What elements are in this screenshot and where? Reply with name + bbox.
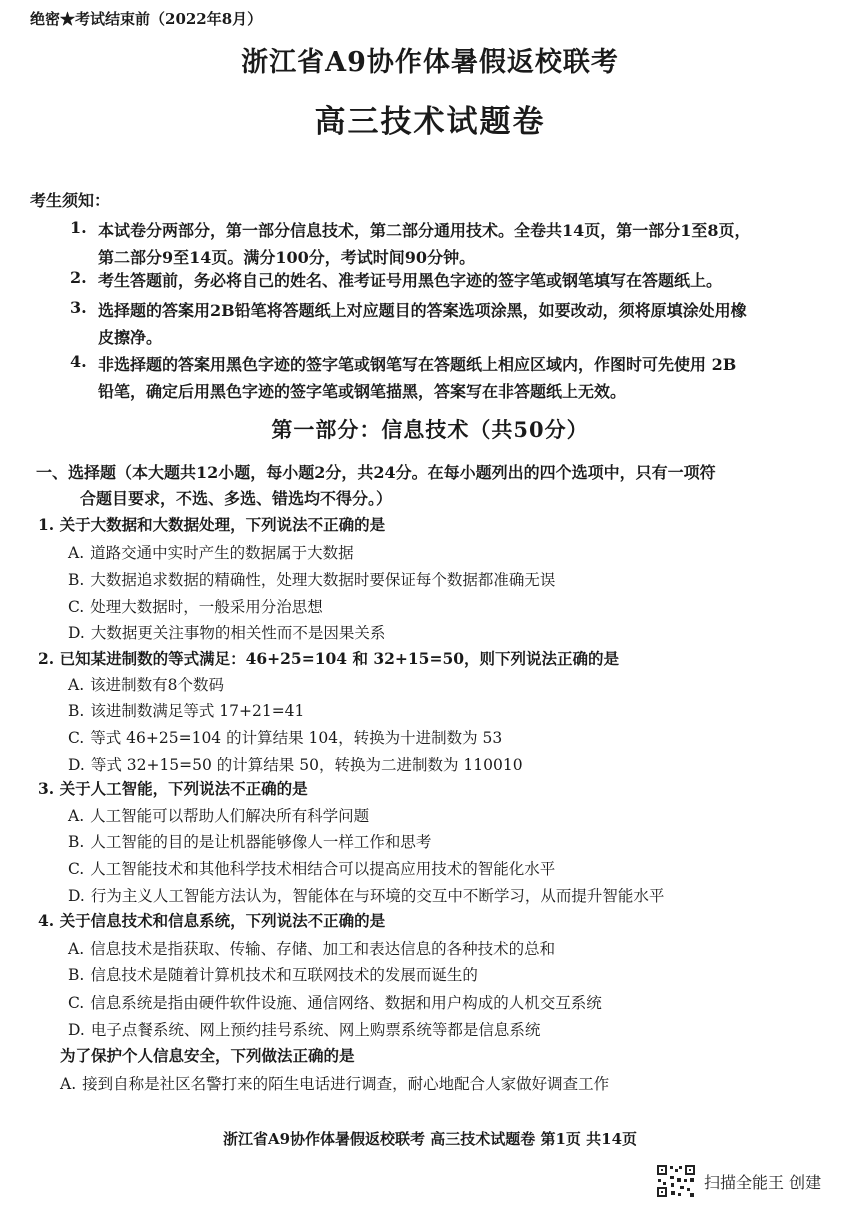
option-text: 信息系统是指由硬件软件设施、通信网络、数据和用户构成的人机交互系统: [90, 994, 602, 1012]
answer-option: [68, 884, 664, 906]
scanner-watermark: [656, 1164, 821, 1198]
option-letter: C.: [68, 598, 85, 616]
page-footer: 浙江省A9协作体暑假返校联考 高三技术试题卷 第1页 共14页: [222, 1130, 638, 1148]
answer-option: [68, 673, 224, 695]
answer-option: [68, 699, 304, 721]
option-letter: B.: [68, 966, 85, 984]
question-stem: 1. 关于大数据和大数据处理，下列说法不正确的是: [38, 515, 386, 534]
scanner-app-text: 扫描全能王 创建: [704, 1172, 822, 1192]
option-text: 人工智能可以帮助人们解决所有科学问题: [90, 807, 370, 825]
confidential-label: 绝密★考试结束前（2022年8月）: [30, 10, 263, 28]
notice-text: 皮擦净。: [98, 328, 163, 347]
answer-option: [68, 753, 523, 775]
question-stem: 为了保护个人信息安全，下列做法正确的是: [60, 1046, 355, 1065]
section-line: 一、选择题（本大题共12小题，每小题2分，共24分。在每小题列出的四个选项中，只有一项符: [36, 463, 716, 482]
answer-option: [68, 1018, 540, 1040]
option-text: 人工智能技术和其他科学技术相结合可以提高应用技术的智能化水平: [90, 860, 556, 878]
answer-option: [68, 804, 369, 826]
option-text: 该进制数满足等式 17+21=41: [90, 702, 305, 720]
option-letter: D.: [68, 1021, 85, 1039]
answer-option: [68, 937, 555, 959]
option-letter: A.: [68, 676, 85, 694]
notice-text: 非选择题的答案用黑色字迹的签字笔或钢笔写在答题纸上相应区域内，作图时可先使用 2B: [98, 355, 737, 374]
answer-option: [68, 541, 354, 563]
answer-option: [68, 621, 385, 643]
notice-number: 4.: [70, 352, 87, 371]
answer-option: [60, 1072, 609, 1094]
option-text: 该进制数有8个数码: [90, 676, 224, 694]
notice-text: 第二部分9至14页。满分100分，考试时间90分钟。: [98, 248, 476, 267]
answer-option: [68, 568, 555, 590]
option-letter: C.: [68, 860, 85, 878]
qr-code-icon: [656, 1164, 696, 1198]
option-text: 大数据追求数据的精确性，处理大数据时要保证每个数据都准确无误: [90, 571, 556, 589]
notice-number: 2.: [70, 268, 87, 287]
notice-text: 考生答题前，务必将自己的姓名、准考证号用黑色字迹的签字笔或钢笔填写在答题纸上。: [98, 271, 723, 290]
option-letter: A.: [68, 544, 85, 562]
option-text: 电子点餐系统、网上预约挂号系统、网上购票系统等都是信息系统: [90, 1021, 541, 1039]
option-text: 大数据更关注事物的相关性而不是因果关系: [90, 624, 386, 642]
question-stem: 3. 关于人工智能，下列说法不正确的是: [38, 779, 308, 798]
question-stem: 2. 已知某进制数的等式满足：46+25=104 和 32+15=50，则下列说法正确的是: [38, 649, 620, 668]
option-letter: D.: [68, 624, 85, 642]
answer-option: [68, 830, 431, 852]
option-text: 处理大数据时，一般采用分治思想: [90, 598, 323, 616]
answer-option: [68, 857, 555, 879]
answer-option: [68, 991, 602, 1013]
exam-title: 浙江省A9协作体暑假返校联考: [241, 47, 619, 78]
answer-option: [68, 726, 502, 748]
notice-text: 本试卷分两部分，第一部分信息技术，第二部分通用技术。全卷共14页，第一部分1至8页，: [98, 221, 751, 240]
option-letter: A.: [68, 807, 85, 825]
option-letter: D.: [68, 887, 85, 905]
notice-text: 铅笔，确定后用黑色字迹的签字笔或钢笔描黑，答案写在非答题纸上无效。: [98, 382, 627, 401]
option-letter: D.: [68, 756, 85, 774]
option-text: 信息技术是指获取、传输、存储、加工和表达信息的各种技术的总和: [90, 940, 556, 958]
option-letter: B.: [68, 571, 85, 589]
option-letter: C.: [68, 729, 85, 747]
answer-option: [68, 595, 323, 617]
option-text: 行为主义人工智能方法认为，智能体在与环境的交互中不断学习，从而提升智能水平: [90, 887, 665, 905]
option-text: 信息技术是随着计算机技术和互联网技术的发展而诞生的: [90, 966, 478, 984]
option-letter: C.: [68, 994, 85, 1012]
part-one-title: 第一部分：信息技术（共50分）: [271, 417, 589, 442]
notice-number: 1.: [70, 218, 87, 237]
option-text: 接到自称是社区名警打来的陌生电话进行调查，耐心地配合人家做好调查工作: [82, 1075, 610, 1093]
option-letter: A.: [60, 1075, 77, 1093]
option-text: 等式 46+25=104 的计算结果 104，转换为十进制数为 53: [90, 729, 503, 747]
notice-text: 选择题的答案用2B铅笔将答题纸上对应题目的答案选项涂黑，如要改动，须将原填涂处用橡: [98, 301, 747, 320]
answer-option: [68, 963, 478, 985]
option-letter: B.: [68, 833, 85, 851]
paper-title: 高三技术试题卷: [314, 104, 546, 140]
option-text: 道路交通中实时产生的数据属于大数据: [90, 544, 354, 562]
section-line: 合题目要求，不选、多选、错选均不得分。）: [80, 489, 393, 508]
option-letter: B.: [68, 702, 85, 720]
option-letter: A.: [68, 940, 85, 958]
notice-number: 3.: [70, 298, 87, 317]
notice-heading: 考生须知：: [30, 191, 111, 210]
question-stem: 4. 关于信息技术和信息系统，下列说法不正确的是: [38, 911, 386, 930]
option-text: 等式 32+15=50 的计算结果 50，转换为二进制数为 110010: [90, 756, 523, 774]
option-text: 人工智能的目的是让机器能够像人一样工作和思考: [90, 833, 432, 851]
